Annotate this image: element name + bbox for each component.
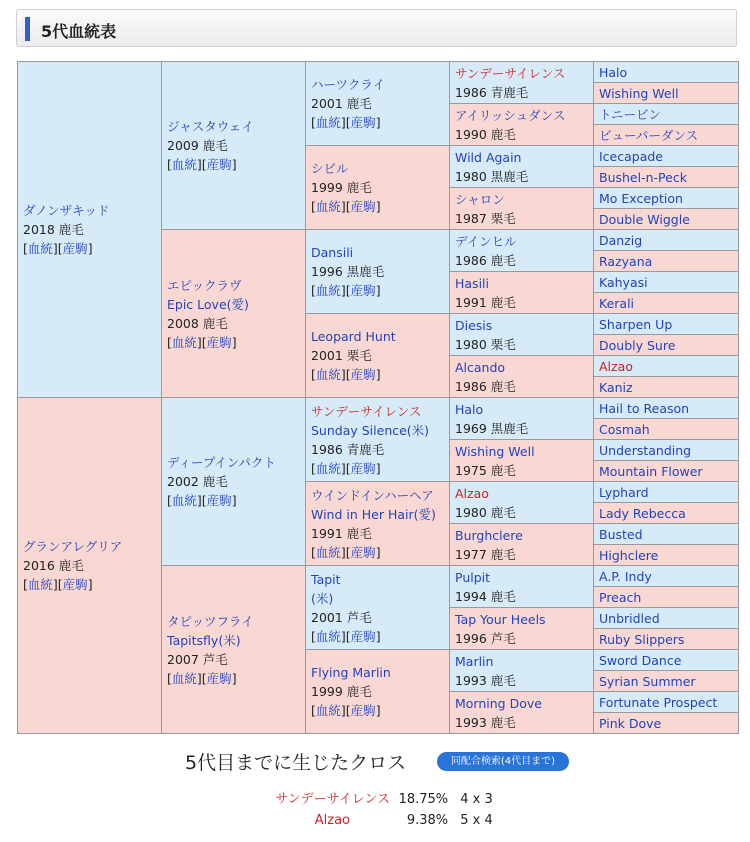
pedigree-link[interactable]: 血統 (27, 241, 53, 256)
pedigree-row (18, 62, 739, 83)
pedigree-cell-gen5 (594, 608, 739, 629)
pedigree-cell-gen5 (594, 377, 739, 398)
horse-info: 1986 青鹿毛 (311, 441, 385, 457)
pedigree-cell-gen5 (594, 209, 739, 230)
horse-name-english[interactable]: Wind in Her Hair(愛) (311, 506, 436, 522)
horse-info: 2009 鹿毛 (167, 138, 228, 153)
horse-name-link[interactable]: ビューパーダンス (599, 127, 699, 143)
cross-horse-name[interactable]: Alzao (314, 813, 350, 828)
horse-name[interactable]: アイリッシュダンス (455, 107, 566, 123)
horse-name[interactable]: Tapit (311, 571, 341, 587)
horse-name[interactable]: エピックラヴ (167, 277, 242, 293)
horse-links: [血統][産駒] (23, 577, 93, 592)
horse-name[interactable]: Marlin (455, 653, 494, 669)
horse-name-link[interactable]: Lyphard (599, 484, 649, 500)
pedigree-cell-gen3 (306, 230, 450, 314)
pedigree-cell-gen3 (306, 482, 450, 566)
pedigree-cell-gen4 (450, 524, 594, 566)
horse-links: [血統][産駒] (167, 670, 237, 686)
pedigree-cell-gen5 (594, 503, 739, 524)
horse-name-link[interactable] (311, 75, 449, 94)
horse-links: [血統][産駒] (167, 157, 237, 172)
pedigree-cell-gen5 (594, 314, 739, 335)
pedigree-cell-gen5 (594, 188, 739, 209)
horse-info: 1999 鹿毛 (311, 180, 372, 195)
horse-name-link[interactable] (455, 148, 593, 167)
horse-info: 2018 鹿毛 (23, 222, 84, 237)
horse-name-link[interactable] (455, 610, 593, 629)
horse-links: [血統][産駒] (311, 544, 381, 560)
horse-info: 2007 芦毛 (167, 651, 228, 667)
horse-info: 1975 鹿毛 (455, 462, 516, 478)
horse-name[interactable]: Leopard Hunt (311, 329, 396, 344)
pedigree-cell-gen4 (450, 566, 594, 608)
offspring-link[interactable]: 産駒 (350, 283, 376, 298)
pedigree-cell-gen2 (162, 62, 306, 230)
pedigree-cell-gen3 (306, 398, 450, 482)
horse-name-link[interactable]: Bushel-n-Peck (599, 169, 687, 185)
horse-info: 1987 栗毛 (455, 210, 516, 226)
horse-links: [血統][産駒] (23, 241, 93, 256)
horse-name-link[interactable] (311, 663, 449, 682)
horse-name[interactable]: グランアレグリア (23, 539, 123, 554)
cross-ratio: 5 x 4 (460, 813, 493, 828)
horse-name-link[interactable] (455, 400, 593, 419)
horse-name[interactable]: シャロン (455, 191, 505, 207)
horse-name[interactable]: Alzao (455, 485, 489, 501)
horse-info: 2001 鹿毛 (311, 96, 372, 111)
horse-name[interactable]: ジャスタウェイ (167, 119, 254, 134)
pedigree-link[interactable]: 血統 (315, 460, 341, 476)
horse-foreign-name[interactable] (311, 589, 449, 608)
horse-name[interactable]: Wild Again (455, 149, 522, 165)
horse-name[interactable]: Flying Marlin (311, 665, 391, 680)
horse-name-link[interactable] (455, 316, 593, 335)
pedigree-cell-gen5 (594, 566, 739, 587)
pedigree-cell-gen5 (594, 440, 739, 461)
cross-percent: 9.38% (406, 813, 449, 828)
horse-name-link[interactable]: Sharpen Up (599, 316, 673, 332)
horse-name[interactable]: Diesis (455, 317, 493, 333)
cross-percent: 18.75% (398, 792, 449, 807)
cross-row (270, 788, 493, 807)
horse-name-link[interactable] (455, 106, 593, 125)
horse-name-english[interactable]: Tapitsfly(米) (167, 632, 241, 648)
pedigree-cell-gen4 (450, 398, 594, 440)
horse-name[interactable]: Tap Your Heels (455, 611, 546, 627)
pedigree-cell-gen5 (594, 629, 739, 650)
horse-name-link[interactable] (455, 526, 593, 545)
horse-foreign-name[interactable] (311, 505, 449, 524)
cross-row (270, 813, 493, 828)
horse-name-link[interactable]: Doubly Sure (599, 337, 676, 353)
offspring-link[interactable]: 産駒 (350, 628, 376, 644)
pedigree-cell-gen5 (594, 356, 739, 377)
pedigree-cell-gen3 (306, 314, 450, 398)
horse-foreign-name[interactable] (167, 295, 305, 314)
horse-links: [血統][産駒] (311, 628, 381, 644)
pedigree-cell-gen4 (450, 356, 594, 398)
horse-name[interactable]: サンデーサイレンス (311, 403, 422, 419)
pedigree-cell-gen5 (594, 398, 739, 419)
horse-name-link[interactable]: Kahyasi (599, 274, 648, 290)
pedigree-cell-gen2 (162, 398, 306, 566)
horse-info: 1969 黒鹿毛 (455, 420, 529, 436)
horse-name-link[interactable] (311, 159, 449, 178)
horse-name[interactable]: Alcando (455, 359, 506, 375)
pedigree-cell-gen4 (450, 188, 594, 230)
pedigree-link[interactable]: 血統 (315, 703, 341, 718)
horse-name[interactable]: Halo (455, 401, 484, 417)
horse-name-link[interactable] (455, 484, 593, 503)
section-header (16, 9, 737, 47)
pedigree-link[interactable]: 血統 (171, 334, 197, 350)
horse-name-link[interactable] (311, 486, 449, 505)
horse-links: [血統][産駒] (311, 460, 381, 476)
horse-info: 1980 栗毛 (455, 336, 516, 352)
offspring-link[interactable]: 産駒 (350, 367, 376, 382)
horse-name-link[interactable]: Razyana (599, 253, 653, 269)
horse-name-link[interactable]: Wishing Well (599, 85, 679, 101)
horse-info: 1991 鹿毛 (311, 525, 372, 541)
horse-name-link[interactable]: Hail to Reason (599, 400, 690, 416)
pedigree-cell-gen5 (594, 587, 739, 608)
horse-name[interactable]: サンデーサイレンス (455, 65, 566, 81)
horse-name[interactable]: Dansili (311, 245, 354, 260)
horse-name-link[interactable]: Kaniz (599, 379, 633, 395)
horse-name-link[interactable] (167, 276, 305, 295)
offspring-link[interactable]: 産駒 (206, 493, 232, 508)
horse-info: 2008 鹿毛 (167, 315, 228, 331)
pedigree-link[interactable]: 血統 (315, 283, 341, 298)
cross-title: 5代目までに生じたクロス (185, 752, 407, 774)
horse-name[interactable]: Wishing Well (455, 443, 535, 459)
pedigree-cell-gen3 (306, 62, 450, 146)
horse-name-link[interactable] (455, 274, 593, 293)
horse-name-english[interactable]: Sunday Silence(米) (311, 422, 430, 438)
horse-name-link[interactable]: Danzig (599, 232, 643, 248)
horse-name-link[interactable]: Busted (599, 526, 643, 542)
horse-name-link[interactable]: Kerali (599, 295, 635, 311)
horse-name[interactable]: ダノンザキッド (23, 203, 110, 218)
pedigree-cell-gen5 (594, 293, 739, 314)
horse-name-link[interactable]: Pink Dove (599, 715, 662, 731)
pedigree-link[interactable]: 血統 (315, 199, 341, 214)
header-accent-bar (25, 17, 30, 41)
pedigree-row (18, 398, 739, 419)
pedigree-cell-gen4 (450, 62, 594, 104)
offspring-link[interactable]: 産駒 (350, 703, 376, 718)
same-breeding-search-button[interactable]: 同配合検索(4代目まで) (437, 752, 569, 771)
pedigree-cell-gen3 (306, 650, 450, 734)
pedigree-cell-gen4 (450, 104, 594, 146)
horse-foreign-name[interactable] (167, 631, 305, 650)
pedigree-cell-gen4 (450, 608, 594, 650)
horse-info: 1986 鹿毛 (455, 378, 516, 394)
pedigree-cell-gen4 (450, 146, 594, 188)
pedigree-cell-gen2 (162, 230, 306, 398)
horse-links: [血統][産駒] (311, 283, 381, 298)
pedigree-cell-gen5 (594, 524, 739, 545)
horse-name-link[interactable] (167, 453, 305, 472)
horse-name[interactable]: ディープインパクト (167, 455, 276, 470)
pedigree-cell-gen5 (594, 167, 739, 188)
horse-info: 1991 鹿毛 (455, 294, 516, 310)
horse-name[interactable]: ウインドインハーヘア (311, 487, 434, 503)
horse-info: 2001 芦毛 (311, 609, 372, 625)
pedigree-cell-gen3 (306, 146, 450, 230)
offspring-link[interactable]: 産駒 (206, 157, 232, 172)
pedigree-cell-gen5 (594, 545, 739, 566)
pedigree-cell-gen5 (594, 125, 739, 146)
pedigree-cell-gen5 (594, 650, 739, 671)
horse-info: 1993 鹿毛 (455, 714, 516, 730)
horse-links: [血統][産駒] (167, 493, 237, 508)
horse-name-link[interactable] (167, 117, 305, 136)
horse-name-link[interactable]: Cosmah (599, 421, 650, 437)
pedigree-cell-gen4 (450, 650, 594, 692)
horse-name-link[interactable] (167, 612, 305, 631)
horse-info: 2001 栗毛 (311, 348, 372, 363)
horse-links: [血統][産駒] (311, 703, 381, 718)
pedigree-cell-gen5 (594, 692, 739, 713)
horse-name-english[interactable]: (米) (311, 590, 334, 606)
pedigree-cell-gen5 (594, 335, 739, 356)
horse-name-link[interactable] (455, 64, 593, 83)
horse-name-link[interactable]: Icecapade (599, 148, 664, 164)
horse-name[interactable]: タピッツフライ (167, 613, 254, 629)
pedigree-cell-gen4 (450, 272, 594, 314)
pedigree-cell-gen5 (594, 83, 739, 104)
horse-info: 1994 鹿毛 (455, 588, 516, 604)
pedigree-link[interactable]: 血統 (315, 367, 341, 382)
horse-name-link[interactable] (311, 402, 449, 421)
horse-name-link[interactable]: Lady Rebecca (599, 505, 686, 521)
horse-name-link[interactable] (23, 201, 161, 220)
offspring-link[interactable]: 産駒 (62, 577, 88, 592)
horse-name-link[interactable] (455, 358, 593, 377)
pedigree-link[interactable]: 血統 (315, 628, 341, 644)
pedigree-link[interactable]: 血統 (27, 577, 53, 592)
offspring-link[interactable]: 産駒 (350, 544, 376, 560)
cross-horse-name[interactable]: サンデーサイレンス (275, 792, 390, 807)
horse-name-link[interactable] (311, 327, 449, 346)
pedigree-cell-gen5 (594, 62, 739, 83)
pedigree-link[interactable]: 血統 (171, 670, 197, 686)
offspring-link[interactable]: 産駒 (206, 334, 232, 350)
horse-name[interactable]: Morning Dove (455, 695, 542, 711)
pedigree-cell-gen5 (594, 419, 739, 440)
horse-name[interactable]: Hasili (455, 275, 489, 291)
horse-name-link[interactable]: Double Wiggle (599, 211, 690, 227)
horse-name[interactable]: デインヒル (455, 233, 517, 249)
horse-info: 1996 黒鹿毛 (311, 264, 385, 279)
horse-name-link[interactable] (455, 190, 593, 209)
pedigree-cell-gen4 (450, 230, 594, 272)
pedigree-cell-gen5 (594, 461, 739, 482)
pedigree-link[interactable]: 血統 (315, 544, 341, 560)
pedigree-table (17, 61, 739, 734)
horse-info: 2002 鹿毛 (167, 474, 228, 489)
pedigree-link[interactable]: 血統 (171, 493, 197, 508)
horse-name[interactable]: Pulpit (455, 569, 491, 585)
horse-name-link[interactable] (311, 243, 449, 262)
horse-info: 1986 青鹿毛 (455, 84, 529, 100)
horse-links: [血統][産駒] (311, 367, 381, 382)
pedigree-cell-gen4 (450, 314, 594, 356)
pedigree-cell-gen5 (594, 482, 739, 503)
pedigree-cell-gen5 (594, 104, 739, 125)
pedigree-cell-gen5 (594, 713, 739, 734)
pedigree-cell-gen1 (18, 62, 162, 398)
pedigree-cell-gen2 (162, 566, 306, 734)
horse-foreign-name[interactable] (311, 421, 449, 440)
horse-links: [血統][産駒] (311, 199, 381, 214)
pedigree-link[interactable]: 血統 (171, 157, 197, 172)
horse-links: [血統][産駒] (311, 115, 381, 130)
horse-name-link[interactable]: Halo (599, 64, 628, 80)
horse-name-link[interactable]: A.P. Indy (599, 568, 652, 584)
horse-name-link[interactable]: Ruby Slippers (599, 631, 685, 647)
horse-name-link[interactable]: トニービン (599, 106, 662, 122)
pedigree-cell-gen5 (594, 251, 739, 272)
pedigree-link[interactable]: 血統 (315, 115, 341, 130)
horse-name-link[interactable] (455, 694, 593, 713)
horse-name-link[interactable] (23, 537, 161, 556)
pedigree-cell-gen5 (594, 272, 739, 293)
offspring-link[interactable]: 産駒 (62, 241, 88, 256)
pedigree-cell-gen5 (594, 230, 739, 251)
horse-name-link[interactable]: Mo Exception (599, 190, 683, 206)
horse-info: 1977 鹿毛 (455, 546, 516, 562)
horse-name[interactable]: シビル (311, 161, 349, 176)
horse-name-link[interactable]: Highclere (599, 547, 659, 563)
horse-info: 1990 鹿毛 (455, 126, 516, 142)
pedigree-cell-gen3 (306, 566, 450, 650)
horse-name-link[interactable]: Fortunate Prospect (599, 694, 718, 710)
horse-info: 1986 鹿毛 (455, 252, 516, 268)
pedigree-cell-gen4 (450, 440, 594, 482)
horse-name-link[interactable] (455, 568, 593, 587)
horse-name-link[interactable] (311, 570, 449, 589)
horse-name[interactable]: Burghclere (455, 527, 523, 543)
horse-name-link[interactable]: Sword Dance (599, 652, 682, 668)
pedigree-cell-gen5 (594, 671, 739, 692)
offspring-link[interactable]: 産駒 (206, 670, 232, 686)
horse-name-link[interactable]: Preach (599, 589, 642, 605)
offspring-link[interactable]: 産駒 (350, 199, 376, 214)
offspring-link[interactable]: 産駒 (350, 460, 376, 476)
pedigree-cell-gen5 (594, 146, 739, 167)
horse-info: 1999 鹿毛 (311, 684, 372, 699)
horse-name-link[interactable] (455, 442, 593, 461)
horse-info: 2016 鹿毛 (23, 558, 84, 573)
section-title: 5代血統表 (41, 22, 117, 41)
horse-name-link[interactable]: Unbridled (599, 610, 660, 626)
horse-name-link[interactable]: Syrian Summer (599, 673, 696, 689)
horse-name[interactable]: ハーツクライ (311, 77, 386, 92)
horse-name-link[interactable] (455, 232, 593, 251)
horse-info: 1980 鹿毛 (455, 504, 516, 520)
horse-name-link[interactable]: Alzao (599, 358, 633, 374)
horse-name-link[interactable] (455, 652, 593, 671)
horse-info: 1993 鹿毛 (455, 672, 516, 688)
horse-name-link[interactable]: Mountain Flower (599, 463, 703, 479)
pedigree-cell-gen4 (450, 482, 594, 524)
pedigree-cell-gen1 (18, 398, 162, 734)
horse-name-english[interactable]: Epic Love(愛) (167, 296, 249, 312)
horse-info: 1980 黒鹿毛 (455, 168, 529, 184)
horse-name-link[interactable]: Understanding (599, 442, 692, 458)
horse-info: 1996 芦毛 (455, 630, 516, 646)
cross-ratio: 4 x 3 (460, 792, 493, 807)
offspring-link[interactable]: 産駒 (350, 115, 376, 130)
pedigree-cell-gen4 (450, 692, 594, 734)
horse-links: [血統][産駒] (167, 334, 237, 350)
